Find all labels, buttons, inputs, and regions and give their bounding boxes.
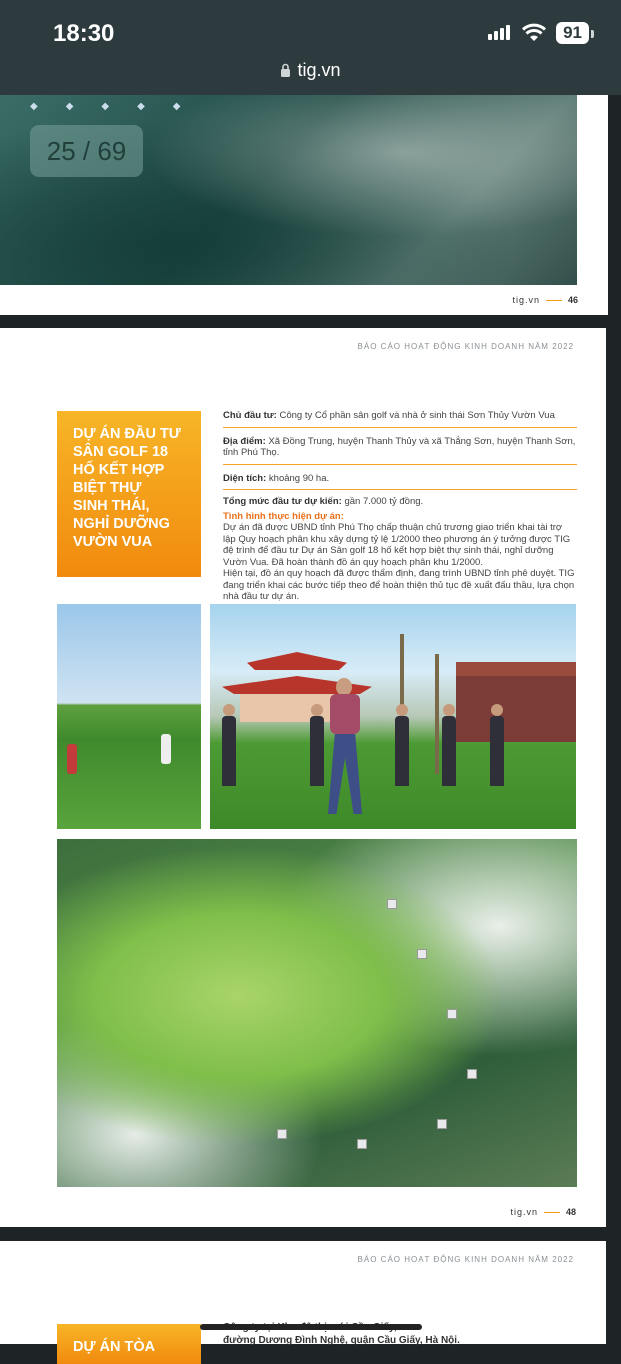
location-value: Xã Đồng Trung, huyện Thanh Thủy và xã Thắng Sơn, huyện Thanh Sơn, tỉnh Phú Thọ. xyxy=(223,435,576,458)
battery-indicator: 91 xyxy=(556,22,589,44)
status-time: 18:30 xyxy=(53,20,115,47)
address-line: đường Dương Đình Nghệ, quận Cầu Giấy, Hà Nội. xyxy=(223,1335,460,1346)
footer-brand: tig.vn xyxy=(510,1207,538,1217)
golf-event-photo xyxy=(210,604,576,829)
document-page-48 xyxy=(0,328,606,1227)
url-text: tig.vn xyxy=(297,60,341,80)
project-title-line: BIỆT THỰ xyxy=(73,480,142,496)
project-title-line: NGHỈ DƯỠNG xyxy=(73,516,170,532)
investor-row xyxy=(223,408,577,428)
project-title-line: HỐ KẾT HỢP xyxy=(73,462,165,478)
palm-tree xyxy=(435,654,439,774)
status-icons xyxy=(488,22,589,44)
project-title-box xyxy=(57,1324,201,1364)
report-header: BÁO CÁO HOẠT ĐỘNG KINH DOANH NĂM 2022 xyxy=(357,1255,574,1264)
project-info xyxy=(223,408,577,603)
wifi-icon xyxy=(522,24,546,42)
area-value: khoảng 90 ha. xyxy=(268,472,330,484)
browser-top-bar xyxy=(0,0,621,95)
location-label: Địa điểm: xyxy=(223,435,266,447)
spectator xyxy=(395,716,409,786)
capital-value: gần 7.000 tỷ đồng. xyxy=(344,496,424,507)
golfer-figure xyxy=(67,744,77,774)
page-number: 46 xyxy=(567,295,578,305)
page-footer xyxy=(510,1207,576,1217)
spectator xyxy=(222,716,236,786)
golf-players-photo xyxy=(57,604,201,829)
home-indicator[interactable] xyxy=(200,1324,422,1330)
capital-label: Tổng mức đầu tư dự kiến: xyxy=(223,496,342,507)
masterplan-rendering xyxy=(57,839,577,1187)
document-page-46 xyxy=(0,95,608,315)
investor-label: Chủ đầu tư: xyxy=(223,410,277,421)
status-paragraph: Hiện tại, đồ án quy hoạch đã được thẩm định, đang trình UBND tỉnh phê duyệt. TIG đang triển khai các bước tiếp theo để hoàn thiện thủ tục đề xuất đấu thầu, lựa chọn nhà đầu tư dự án. xyxy=(223,568,575,602)
url-bar[interactable] xyxy=(0,60,621,81)
page-footer xyxy=(512,295,578,305)
clubhouse-building xyxy=(456,662,576,742)
area-row xyxy=(223,471,577,491)
cellular-signal-icon xyxy=(488,24,512,42)
footer-dash xyxy=(544,1212,560,1213)
project-title-line: VƯỜN VUA xyxy=(73,534,153,550)
project-title-box xyxy=(57,411,201,577)
investor-value: Công ty Cổ phần sân golf và nhà ở sinh thái Sơn Thủy Vườn Vua xyxy=(279,410,555,421)
boats-decoration: ◆◆◆◆◆ xyxy=(30,101,209,112)
status-paragraph: Dự án đã được UBND tỉnh Phú Thọ chấp thuận chủ trương giao triển khai tài trợ lập Quy hoạch phân khu xây dựng tỷ lệ 1/2000 theo phương án ý tưởng được TIG đệ trình để đầu tư Dự án Sân golf 18 hố kết hợp biệt thự sinh thái, nghỉ dưỡng Vườn Vua. Đã hoàn thành đồ án quy hoạch phân khu 1/2000. xyxy=(223,522,571,568)
aerial-photo xyxy=(0,95,577,285)
page-number: 48 xyxy=(565,1207,576,1217)
location-row xyxy=(223,434,577,465)
footer-dash xyxy=(546,300,562,301)
golfer-figure xyxy=(161,734,171,764)
capital-row xyxy=(223,496,577,508)
spectator xyxy=(442,716,456,786)
footer-brand: tig.vn xyxy=(512,295,540,305)
report-header: BÁO CÁO HOẠT ĐỘNG KINH DOANH NĂM 2022 xyxy=(357,342,574,351)
project-title-line: SÂN GOLF 18 xyxy=(73,444,169,460)
area-label: Diện tích: xyxy=(223,472,267,484)
status-heading: Tình hình thực hiện dự án: xyxy=(223,510,344,522)
project-title-line: SINH THÁI, xyxy=(73,498,150,514)
lock-icon xyxy=(280,63,291,77)
spectator xyxy=(490,716,504,786)
project-title-line: DỰ ÁN ĐẦU TƯ xyxy=(73,426,181,442)
project-title-line: DỰ ÁN TÒA xyxy=(73,1339,156,1355)
image-counter-badge: 25 / 69 xyxy=(30,125,143,177)
golfer-swinging xyxy=(322,684,366,824)
